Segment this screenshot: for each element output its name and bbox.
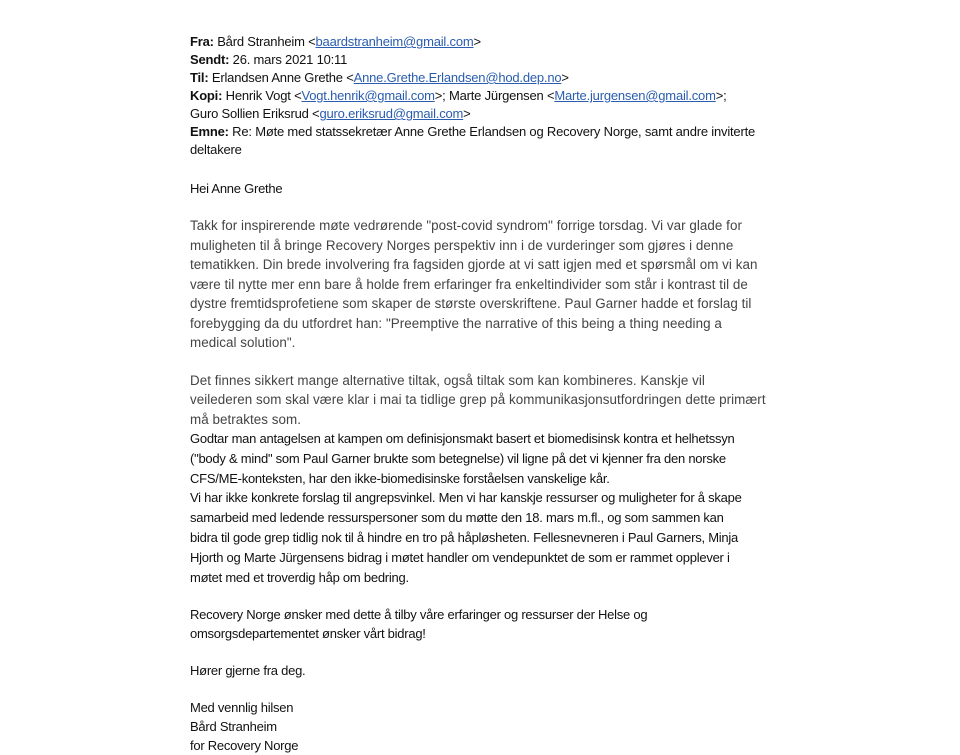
paragraph-definition xyxy=(190,429,850,587)
text-line: samarbeid med ledende ressurspersoner som du møtte den 18. mars m.fl., og som sammen kan xyxy=(190,510,724,526)
text-line: må betraktes som. xyxy=(190,411,301,427)
text-line: muligheten til å bringe Recovery Norges perspektiv inn i de vurderinger som gjøres i denne xyxy=(190,237,734,253)
to-name: Erlandsen Anne Grethe xyxy=(211,70,343,85)
text-line: dystre fremtidsprofetiene som skaper de største overskriftene. Paul Garner hadde et forslag til xyxy=(190,296,752,311)
text-line: Godtar man antagelsen at kampen om definisjonsmakt basert et biomedisinsk kontra et helhetssyn xyxy=(190,431,735,446)
subject-text: Re: Møte med statssekretær Anne Grethe Erlandsen og Recovery Norge, samt andre inviterte xyxy=(232,124,756,139)
cc-name: Marte Jürgensen xyxy=(448,88,544,103)
text-line: veilederen som skal være klar i mai ta tidlige grep på kommunikasjonsutfordringen dette primært xyxy=(190,392,766,407)
cc-line-continued: Guro Sollien Eriksrud <guro.eriksrud@gmail.com> xyxy=(190,106,471,121)
subject-line xyxy=(190,123,850,141)
closing-request: Hører gjerne fra deg. xyxy=(190,663,306,679)
cc-email-link[interactable]: Marte.jurgensen@gmail.com xyxy=(554,88,716,103)
text-line: Recovery Norge ønsker med dette å tilby våre erfaringer og ressurser der Helse og xyxy=(190,607,648,623)
text-line: være til nytte mer enn bare å holde frem erfaringer fra enkeltindivider som står i kontrast til de xyxy=(190,276,748,292)
text-line: omsorgsdepartementet ønsker vårt bidrag! xyxy=(190,626,426,642)
paragraph-alternatives xyxy=(190,371,850,430)
text-line: forebygging da du utfordret han: "Preemptive the narrative of this being a thing needing a xyxy=(190,315,722,331)
text-line: Takk for inspirerende møte vedrørende "post-covid syndrom" forrige torsdag. Vi var glade for xyxy=(190,218,742,233)
from-line: Fra: Bård Stranheim <baardstranheim@gmail.com> xyxy=(190,34,481,49)
to-email-link[interactable]: Anne.Grethe.Erlandsen@hod.dep.no xyxy=(353,70,562,85)
greeting: Hei Anne Grethe xyxy=(190,181,283,196)
text-line: ("body & mind" som Paul Garner brukte som betegnelse) vil ligne på det vi kjenner fra den norske xyxy=(190,450,726,466)
sent-value: 26. mars 2021 10:11 xyxy=(232,52,348,67)
text-line: tematikken. Din brede involvering fra fagsiden gjorde at vi satt igjen med et spørsmål om vi kan xyxy=(190,257,758,272)
paragraph-thanks xyxy=(190,216,850,353)
paragraph-offer xyxy=(190,605,850,643)
text-line: bidra til gode grep tidlig nok til å hindre en tro på håpløsheten. Fellesnevneren i Paul Garners, Minja xyxy=(190,529,739,545)
signature-block xyxy=(190,698,850,755)
from-label: Fra: xyxy=(190,34,214,49)
from-name: Bård Stranheim xyxy=(217,34,305,49)
text-line: Hjorth og Marte Jürgensens bidrag i møtet handler om vendepunktet de som er rammet opplever i xyxy=(190,549,730,565)
text-line: medical solution". xyxy=(190,335,296,350)
signature-name: Bård Stranheim xyxy=(190,719,277,735)
signature-org: for Recovery Norge xyxy=(190,738,299,754)
to-line: Til: Erlandsen Anne Grethe <Anne.Grethe.Erlandsen@hod.dep.no> xyxy=(190,70,569,85)
from-email-link[interactable]: baardstranheim@gmail.com xyxy=(315,34,474,49)
subject-line-continued: deltakere xyxy=(190,142,242,157)
cc-email-link[interactable]: Vogt.henrik@gmail.com xyxy=(301,88,435,103)
text-line: Det finnes sikkert mange alternative tiltak, også tiltak som kan kombineres. Kanskje vil xyxy=(190,372,705,388)
subject-label: Emne: xyxy=(190,124,229,139)
cc-name: Henrik Vogt xyxy=(225,88,291,103)
text-line: CFS/ME-konteksten, har den ikke-biomedisinske forståelsen vanskelige kår. xyxy=(190,470,610,486)
cc-email-link[interactable]: guro.eriksrud@gmail.com xyxy=(319,106,464,121)
text-line: Vi har ikke konkrete forslag til angrepsvinkel. Men vi har kanskje ressurser og muligheter for å skape xyxy=(190,490,742,506)
sent-line xyxy=(190,51,850,69)
cc-label: Kopi: xyxy=(190,88,223,103)
sent-label: Sendt: xyxy=(190,52,230,67)
cc-line: Kopi: Henrik Vogt <Vogt.henrik@gmail.com>; Marte Jürgensen <Marte.jurgensen@gmail.com>; xyxy=(190,88,727,103)
signoff: Med vennlig hilsen xyxy=(190,700,294,716)
email-document xyxy=(190,33,850,755)
email-header xyxy=(190,33,850,159)
text-line: møtet med et troverdig håp om bedring. xyxy=(190,569,409,585)
cc-name: Guro Sollien Eriksrud xyxy=(190,106,309,121)
to-label: Til: xyxy=(190,70,209,85)
